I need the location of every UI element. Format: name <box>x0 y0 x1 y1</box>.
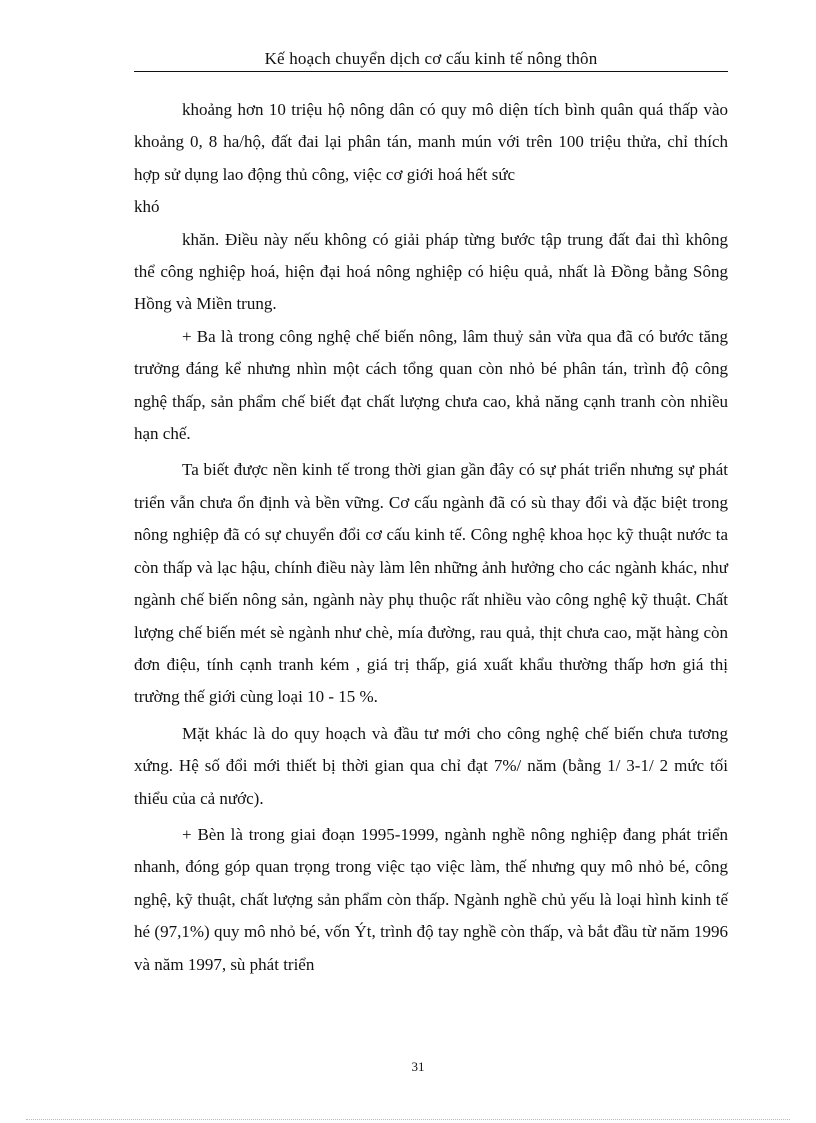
paragraph-1: khoảng hơn 10 triệu hộ nông dân có quy mô diện tích bình quân quá thấp vào khoảng 0, 8 ha/hộ, đất đai lại phân tán, manh mún với trên 100 triệu thửa, chỉ thích hợp sử dụng lao động thủ công, việc cơ giới hoá hết sức <box>134 100 728 184</box>
paragraph-3: khăn. Điều này nếu không có giải pháp từng bước tập trung đất đai thì không thể công nghiệp hoá, hiện đại hoá nông nghiệp có hiệu quả, nhất là Đồng bằng Sông Hồng và Miền trung. <box>134 229 728 314</box>
page-header-title: Kế hoạch chuyển dịch cơ cấu kinh tế nông thôn <box>264 49 598 68</box>
header-divider <box>134 71 728 72</box>
document-body <box>134 94 728 981</box>
paragraph-7: + Bèn là trong giai đoạn 1995-1999, ngành nghề nông nghiệp đang phát triển nhanh, đóng góp quan trọng trong việc tạo việc làm, thế nhưng quy mô nhỏ bé, công nghệ, kỹ thuật, chất lượng sản phẩm còn thấp. Ngành nghề chủ yếu là loại hình kinh tế hé (97,1%) quy mô nhỏ bé, vốn Ýt, trình độ tay nghề còn thấp, và bắt đầu từ năm 1996 và năm 1997, sù phát triển <box>134 824 728 974</box>
paragraph-5: Ta biết được nền kinh tế trong thời gian gần đây có sự phát triển nhưng sự phát triển vẫn chưa ổn định và bền vững. Cơ cấu ngành đã có sù thay đổi và đặc biệt trong nông nghiệp đã có sự chuyển đổi cơ cấu kinh tế. Công nghệ khoa học kỹ thuật nước ta còn thấp và lạc hậu, chính điều này làm lên những ảnh hưởng cho các ngành khác, như ngành chế biến nông sản, ngành này phụ thuộc rất nhiều vào công nghệ kỹ thuật. Chất lượng chế biến mét sè ngành như chè, mía đường, rau quả, thịt chưa cao, mặt hàng còn đơn điệu, tính cạnh tranh kém , giá trị thấp, giá xuất khẩu thường thấp hơn giá thị trường thế giới cùng loại 10 - 15 %. <box>134 460 728 707</box>
paragraph-4: + Ba là trong công nghệ chế biến nông, lâm thuỷ sản vừa qua đã có bước tăng trưởng đáng kể nhưng nhìn một cách tổng quan còn nhỏ bé phân tán, trình độ công nghệ thấp, sản phẩm chế biết đạt chất lượng chưa cao, khả năng cạnh tranh còn nhiều hạn chế. <box>134 326 728 444</box>
paragraph-6: Mặt khác là do quy hoạch và đầu tư mới cho công nghệ chế biến chưa tương xứng. Hệ số đổi mới thiết bị thời gian qua chỉ đạt 7%/ năm (bằng 1/ 3-1/ 2 mức tối thiểu của cả nước). <box>134 723 728 808</box>
paragraph-2: khó <box>134 197 160 217</box>
page-number: 31 <box>411 1059 425 1074</box>
bottom-dotted-line <box>26 1119 790 1120</box>
